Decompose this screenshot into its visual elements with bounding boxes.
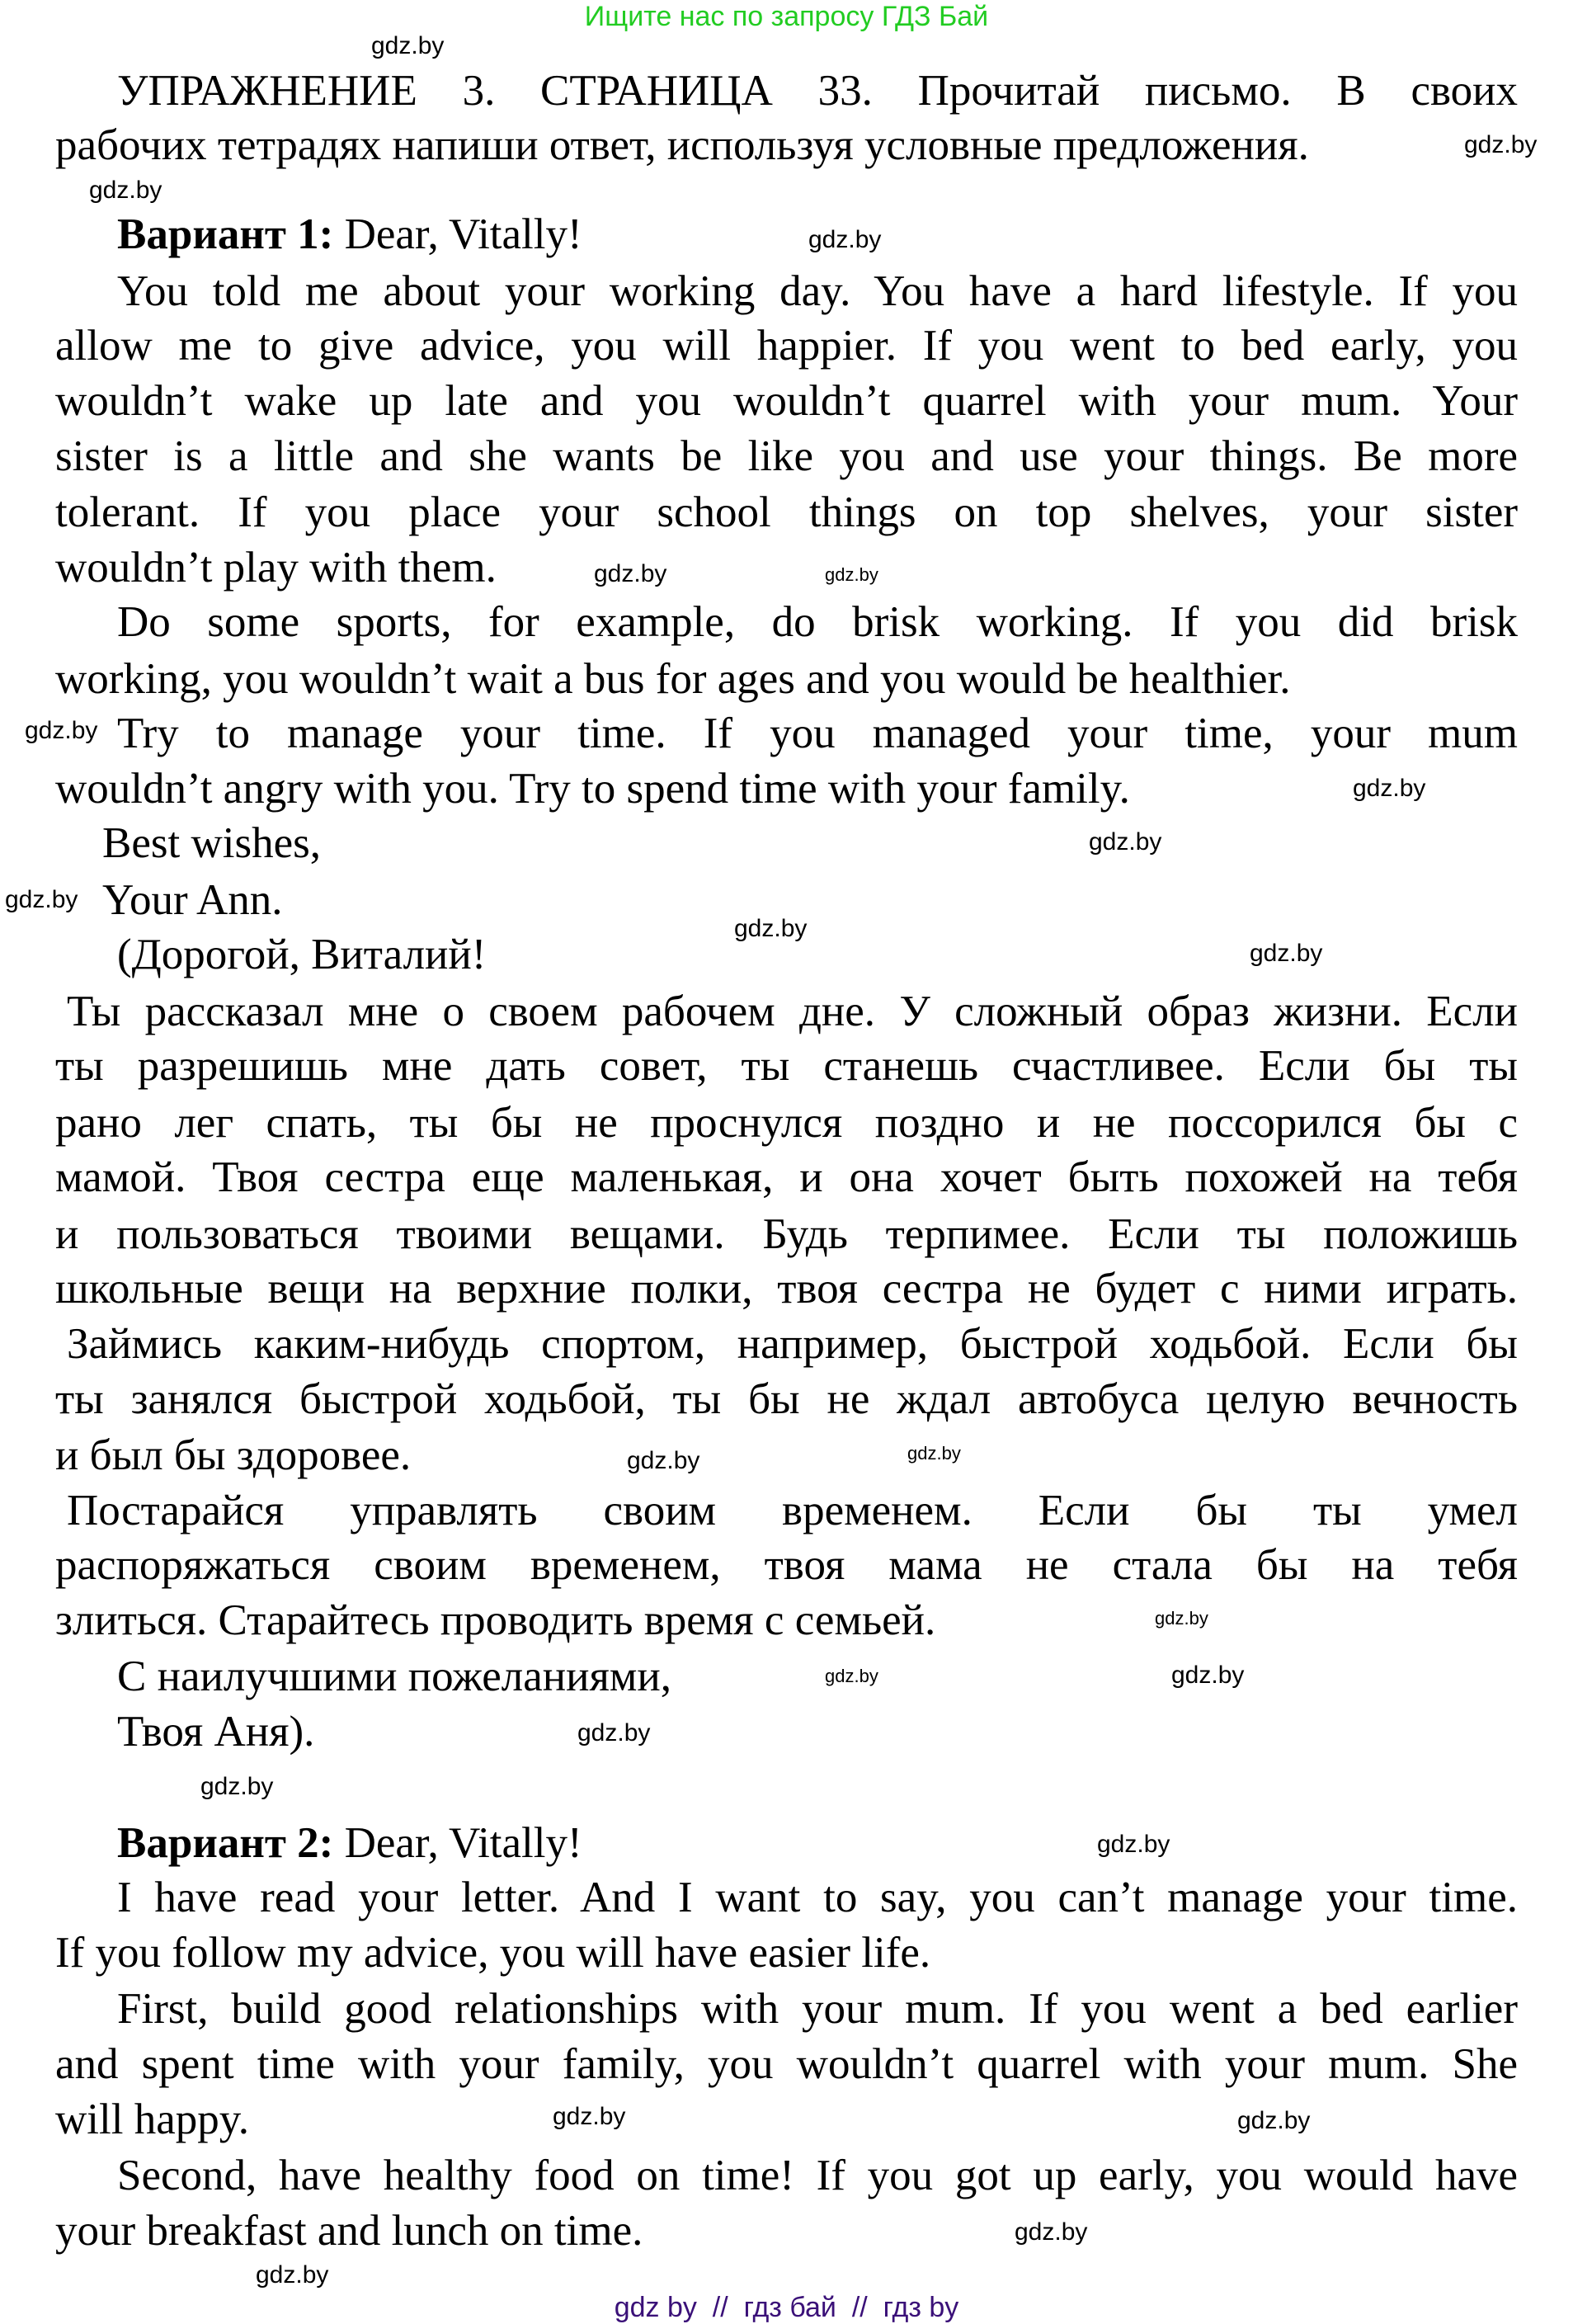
line-text: I have read your letter. And I want to say, you can’t manage your time.	[117, 1874, 1518, 1921]
line-text: ты занялся быстрой ходьбой, ты бы не ждал автобуса целую вечность	[55, 1375, 1518, 1423]
variant-label: Вариант 1:	[117, 210, 334, 258]
text-line	[55, 429, 1518, 484]
text-line	[117, 1704, 1518, 1760]
line-text: Твоя Аня).	[117, 1708, 315, 1756]
text-line	[117, 706, 1518, 761]
line-text: ты разрешишь мне дать совет, ты станешь счастливее. Если бы ты	[55, 1042, 1518, 1090]
watermark: gdz.by	[1171, 1662, 1245, 1689]
text-line	[55, 1150, 1518, 1205]
line-text: Займись каким-нибудь спортом, например, быстрой ходьбой. Если бы	[67, 1320, 1518, 1368]
line-text: wouldn’t play with them.	[55, 544, 497, 592]
text-line	[55, 485, 1518, 540]
line-text: allow me to give advice, you will happier. If you went to bed early, you	[55, 322, 1518, 370]
text-line	[117, 2148, 1518, 2204]
line-text: рабочих тетрадях напиши ответ, используя условные предложения.	[55, 121, 1309, 169]
text-line	[117, 1816, 1518, 1871]
text-line	[55, 1261, 1518, 1317]
text-line	[55, 652, 1518, 707]
watermark: gdz.by	[200, 1773, 274, 1800]
text-line	[55, 374, 1518, 429]
watermark: gdz.by	[1250, 940, 1323, 967]
line-text: С наилучшими пожеланиями,	[117, 1652, 671, 1700]
watermark: gdz.by	[1237, 2107, 1311, 2134]
watermark: gdz.by	[577, 1719, 651, 1747]
watermark: gdz.by	[89, 177, 162, 204]
line-text: You told me about your working day. You have a hard lifestyle. If you	[117, 267, 1518, 315]
line-text: wouldn’t angry with you. Try to spend time with your family.	[55, 765, 1130, 813]
watermark: gdz.by	[594, 560, 667, 587]
line-text: Your Ann.	[102, 876, 283, 924]
line-text: Try to manage your time. If you managed your time, your mum	[117, 709, 1518, 757]
variant-label: Вариант 2:	[117, 1819, 334, 1867]
line-text: Do some sports, for example, do brisk working. If you did brisk	[117, 598, 1518, 646]
text-line	[55, 1926, 1518, 1981]
text-line	[55, 1096, 1518, 1151]
text-line	[55, 1207, 1518, 1262]
text-line	[55, 1538, 1518, 1593]
text-line	[55, 540, 1518, 596]
line-text: working, you wouldn’t wait a bus for ages and you would be healthier.	[55, 655, 1291, 703]
watermark: gdz.by	[371, 32, 445, 59]
line-text: Dear, Vitally!	[333, 210, 582, 258]
watermark: gdz.by	[1155, 1608, 1208, 1629]
watermark: gdz.by	[1015, 2218, 1088, 2246]
line-text: (Дорогой, Виталий!	[117, 931, 487, 978]
line-text: Ты рассказал мне о своем рабочем дне. У сложный образ жизни. Если	[67, 988, 1518, 1035]
text-line	[55, 1372, 1518, 1427]
text-line	[55, 2037, 1518, 2092]
search-banner[interactable]: Ищите нас по запросу ГДЗ Бай	[584, 1, 989, 32]
text-line	[67, 984, 1518, 1039]
watermark: gdz.by	[1089, 828, 1162, 856]
text-line	[67, 1317, 1518, 1372]
line-text: your breakfast and lunch on time.	[55, 2207, 643, 2255]
watermark: gdz.by	[25, 717, 98, 744]
line-text: Постарайся управлять своим временем. Если бы ты умел	[67, 1487, 1518, 1534]
line-text: Second, have healthy food on time! If you got up early, you would have	[117, 2152, 1518, 2199]
watermark: gdz.by	[5, 886, 78, 913]
line-text: First, build good relationships with your mum. If you went a bed earlier	[117, 1985, 1518, 2033]
line-text: wouldn’t wake up late and you wouldn’t quarrel with your mum. Your	[55, 377, 1518, 425]
line-text: If you follow my advice, you will have easier life.	[55, 1929, 931, 1977]
watermark: gdz.by	[1353, 775, 1426, 802]
text-line	[102, 873, 1518, 928]
watermark: gdz.by	[825, 1666, 878, 1686]
line-text: рано лег спать, ты бы не проснулся поздно и не поссорился бы с	[55, 1099, 1518, 1147]
text-line	[55, 2204, 1518, 2259]
line-text: will happy.	[55, 2095, 250, 2143]
text-line	[67, 1483, 1518, 1539]
watermark: gdz.by	[553, 2103, 626, 2130]
text-line	[117, 1982, 1518, 2037]
line-text: sister is a little and she wants be like you and use your things. Be more	[55, 432, 1518, 480]
line-text: tolerant. If you place your school things on top shelves, your sister	[55, 488, 1518, 536]
text-line	[55, 761, 1518, 817]
text-line	[117, 1870, 1518, 1926]
text-line	[102, 816, 1518, 871]
text-line	[55, 118, 1518, 173]
text-line	[117, 264, 1518, 319]
line-text: and spent time with your family, you wouldn’t quarrel with your mum. She	[55, 2040, 1518, 2088]
text-line	[55, 1593, 1518, 1648]
line-text: и был бы здоровее.	[55, 1431, 412, 1479]
text-line	[117, 64, 1518, 119]
text-line	[55, 1039, 1518, 1094]
watermark: gdz.by	[734, 915, 808, 942]
watermark: gdz.by	[907, 1443, 961, 1464]
line-text: и пользоваться твоими вещами. Будь терпимее. Если ты положишь	[55, 1210, 1518, 1258]
line-text: школьные вещи на верхние полки, твоя сестра не будет с ними играть.	[55, 1265, 1518, 1313]
line-text: УПРАЖНЕНИЕ 3. СТРАНИЦА 33. Прочитай письмо. В своих	[117, 67, 1518, 115]
text-line	[117, 1649, 1518, 1704]
watermark: gdz.by	[1464, 131, 1538, 158]
text-line	[55, 1428, 1518, 1483]
watermark: gdz.by	[808, 226, 882, 253]
line-text: мамой. Твоя сестра еще маленькая, и она хочет быть похожей на тебя	[55, 1153, 1518, 1201]
line-text: распоряжаться своим временем, твоя мама не стала бы на тебя	[55, 1541, 1518, 1589]
line-text: злиться. Старайтесь проводить время с семьей.	[55, 1596, 936, 1644]
line-text: Dear, Vitally!	[333, 1819, 582, 1867]
watermark: gdz.by	[256, 2261, 329, 2289]
footer-links[interactable]: gdz by // гдз бай // гдз by	[614, 2292, 959, 2323]
text-line	[117, 595, 1518, 650]
line-text: Best wishes,	[102, 819, 321, 867]
watermark: gdz.by	[627, 1447, 700, 1474]
text-line	[55, 318, 1518, 374]
watermark: gdz.by	[1097, 1831, 1170, 1858]
watermark: gdz.by	[825, 564, 878, 585]
